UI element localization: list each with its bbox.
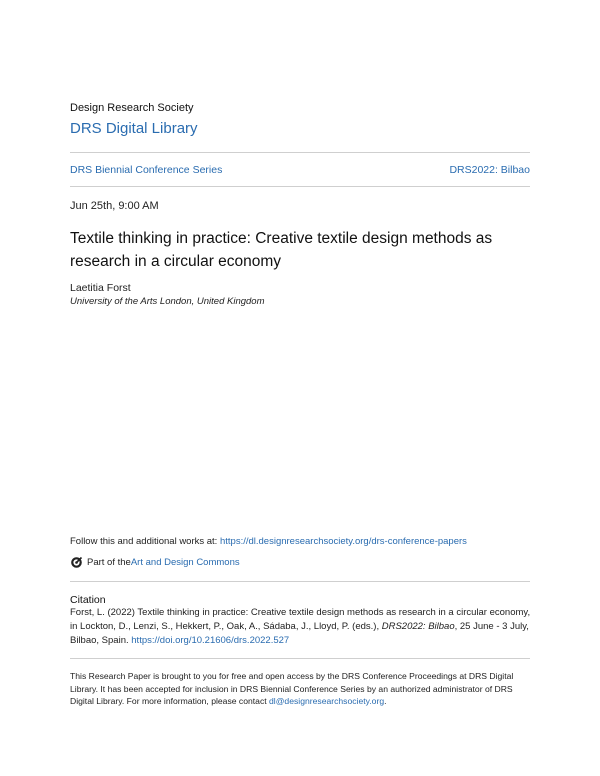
series-link[interactable]: DRS Biennial Conference Series (70, 164, 223, 176)
commons-network-icon (70, 556, 83, 569)
citation-proceedings: DRS2022: Bilbao (381, 621, 455, 632)
commons-link[interactable]: Art and Design Commons (130, 557, 240, 568)
citation-heading: Citation (70, 594, 106, 606)
access-notice-end: . (384, 696, 387, 706)
part-of-line (70, 556, 240, 569)
paper-title: Textile thinking in practice: Creative textile design methods as research in a circular economy (70, 230, 493, 270)
citation-text (70, 606, 532, 648)
access-notice-text: This Research Paper is brought to you for free and open access by the DRS Conference Proceedings at DRS Digital Library. It has been accepted for inclusion in DRS Biennial Conference Series by an authorized administrator of DRS Digital Library. For more information, please contact (70, 671, 514, 706)
collection-url-link[interactable]: https://dl.designresearchsociety.org/drs-conference-papers (219, 536, 467, 547)
conference-link[interactable]: DRS2022: Bilbao (449, 164, 530, 176)
author-affiliation: University of the Arts London, United Kingdom (70, 296, 265, 307)
paper-author: Laetitia Forst (70, 282, 131, 294)
divider-footer (70, 658, 530, 659)
divider-nav (70, 186, 530, 187)
follow-line (70, 536, 467, 547)
access-notice (70, 670, 532, 708)
part-of-prefix: Part of the (87, 557, 131, 568)
citation-dates: , 25 June - 3 July, Bilbao, Spain. (70, 621, 529, 646)
library-link[interactable]: DRS Digital Library (70, 120, 198, 137)
doi-link[interactable]: https://doi.org/10.21606/drs.2022.527 (131, 635, 290, 646)
paper-date: Jun 25th, 9:00 AM (70, 200, 159, 212)
citation-main: Forst, L. (2022) Textile thinking in practice: Creative textile design methods as research in a circular economy, in Lockton, D., Lenzi, S., Hekkert, P., Oak, A., Sádaba, J., Lloyd, P. (eds.), (70, 607, 531, 632)
follow-prefix: Follow this and additional works at: (70, 536, 220, 547)
publisher-name: Design Research Society (70, 102, 194, 114)
divider-top (70, 152, 530, 153)
contact-email-link[interactable]: dl@designresearchsociety.org (269, 696, 385, 706)
divider-citation (70, 581, 530, 582)
